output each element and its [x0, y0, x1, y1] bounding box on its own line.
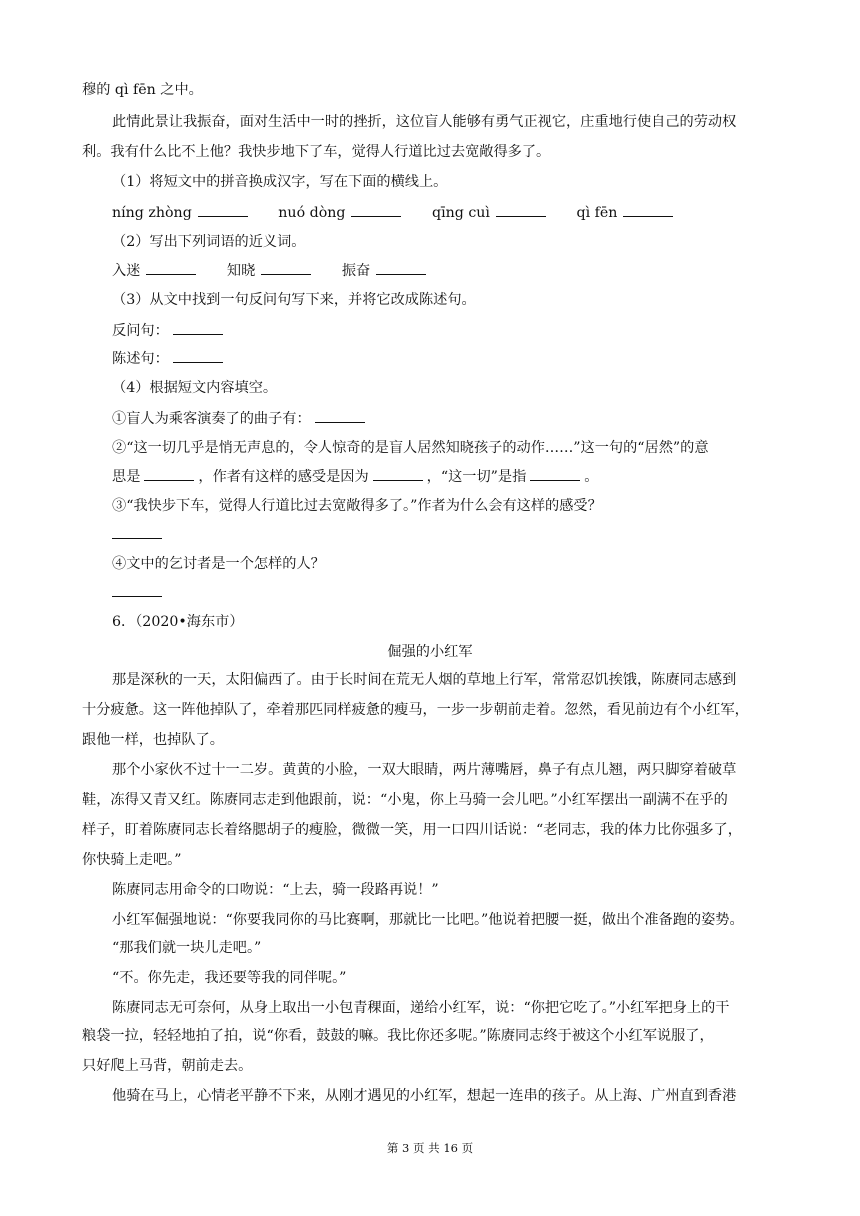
text: 思是: [112, 469, 141, 485]
synonym-row: [112, 260, 452, 281]
declarative-line: [112, 348, 227, 369]
question-1: （1）将短文中的拼音换成汉字，写在下面的横线上。: [112, 174, 448, 190]
paragraph-line: 粮袋一拉，轻轻地拍了拍，说“你看，鼓鼓的嘛。我比你还多呢。”陈赓同志终于被这个小红军说服了，: [82, 1028, 714, 1044]
question-number: 6．（2020•海东市）: [112, 614, 244, 630]
synonym-word: 知晓: [226, 263, 256, 279]
q4-2b: [112, 466, 599, 487]
q4-1: [112, 408, 369, 429]
answer-blank[interactable]: [173, 348, 223, 363]
paragraph-line: 穆的 qì fēn 之中。: [82, 82, 203, 98]
pinyin-item: nuó dòng: [278, 205, 346, 221]
answer-blank[interactable]: [496, 202, 546, 217]
paragraph-line: 小红军倔强地说：“你要我同你的马比赛啊，那就比一比吧。”他说着把腰一挺，做出个准备跑的姿势。: [112, 912, 744, 928]
paragraph-line: 利。我有什么比不上他？我快步地下了车，觉得人行道比过去宽敞得多了。: [82, 144, 551, 160]
synonym-word: 入迷: [112, 263, 141, 279]
rhetorical-line: [112, 320, 227, 341]
question-2: （2）写出下列词语的近义词。: [112, 234, 306, 250]
text: ，作者有这样的感受是因为: [198, 469, 369, 485]
question-4: （4）根据短文内容填空。: [112, 380, 278, 396]
q4-2a: ②“这一切几乎是悄无声息的，令人惊奇的是盲人居然知晓孩子的动作……”这一句的“居然”的意: [112, 440, 709, 456]
pinyin-item: qīng cuì: [431, 205, 490, 221]
answer-blank[interactable]: [112, 582, 162, 597]
answer-line: [112, 582, 162, 603]
answer-blank[interactable]: [351, 202, 401, 217]
q4-3: ③“我快步下车，觉得人行道比过去宽敞得多了。”作者为什么会有这样的感受？: [112, 498, 602, 514]
question-3: （3）从文中找到一句反问句写下来，并将它改成陈述句。: [112, 292, 476, 308]
page-footer: 第 3 页 共 16 页: [386, 1141, 474, 1155]
paragraph-line: 此情此景让我振奋，面对生活中一时的挫折，这位盲人能够有勇气正视它，庄重地行使自己的劳动权: [112, 114, 737, 130]
answer-blank[interactable]: [198, 202, 248, 217]
label: 反问句：: [112, 323, 169, 339]
q4-4: ④文中的乞讨者是一个怎样的人？: [112, 556, 325, 572]
paragraph-line: 那个小家伙不过十一二岁。黄黄的小脸，一双大眼睛，两片薄嘴唇，鼻子有点儿翘，两只脚穿着破草: [112, 762, 737, 778]
paragraph-line: 样子，盯着陈赓同志长着络腮胡子的瘦脸，微微一笑，用一口四川话说：“老同志，我的体力比你强多了，: [82, 822, 742, 838]
text: ，“这一切”是指: [426, 469, 527, 485]
answer-blank[interactable]: [146, 260, 196, 275]
synonym-word: 振奋: [341, 263, 371, 279]
paragraph-line: 十分疲惫。这一阵他掉队了，牵着那匹同样疲惫的瘦马，一步一步朝前走着。忽然，看见前边有个小红军，: [82, 702, 749, 718]
answer-blank[interactable]: [376, 260, 426, 275]
answer-blank[interactable]: [112, 524, 162, 539]
paragraph-line: 陈赓同志用命令的口吻说：“上去，骑一段路再说！”: [112, 882, 439, 898]
paragraph-line: 陈赓同志无可奈何，从身上取出一小包青稞面，递给小红军，说：“你把它吃了。”小红军把身上的干: [112, 1000, 730, 1016]
paragraph-line: 你快骑上走吧。”: [82, 852, 182, 868]
pinyin-item: níng zhòng: [112, 205, 192, 221]
answer-blank[interactable]: [373, 466, 423, 481]
answer-blank[interactable]: [261, 260, 311, 275]
label: 陈述句：: [112, 351, 169, 367]
paragraph-line: 只好爬上马背，朝前走去。: [82, 1058, 253, 1074]
answer-blank[interactable]: [144, 466, 194, 481]
paragraph-line: 跟他一样，也掉队了。: [82, 732, 224, 748]
paragraph-line: 他骑在马上，心情老平静不下来，从刚才遇见的小红军，想起一连串的孩子。从上海、广州直到香港: [112, 1088, 737, 1104]
answer-blank[interactable]: [623, 202, 673, 217]
answer-blank[interactable]: [173, 320, 223, 335]
article-title: 倔强的小红军: [387, 644, 473, 660]
paragraph-line: 鞋，冻得又青又红。陈赓同志走到他跟前，说：“小鬼，你上马骑一会儿吧。”小红军摆出一副满不在乎的: [82, 792, 728, 808]
answer-line: [112, 524, 162, 545]
label: ①盲人为乘客演奏了的曲子有：: [112, 411, 311, 427]
paragraph-line: “不。你先走，我还要等我的同伴呢。”: [112, 970, 347, 986]
paragraph-line: 那是深秋的一天，太阳偏西了。由于长时间在荒无人烟的草地上行军，常常忍饥挨饿，陈赓同志感到: [112, 672, 737, 688]
pinyin-row: [112, 202, 699, 223]
answer-blank[interactable]: [315, 408, 365, 423]
text: 。: [584, 469, 599, 485]
paragraph-line: “那我们就一块儿走吧。”: [112, 940, 262, 956]
answer-blank[interactable]: [530, 466, 580, 481]
pinyin-item: qì fēn: [576, 205, 618, 221]
